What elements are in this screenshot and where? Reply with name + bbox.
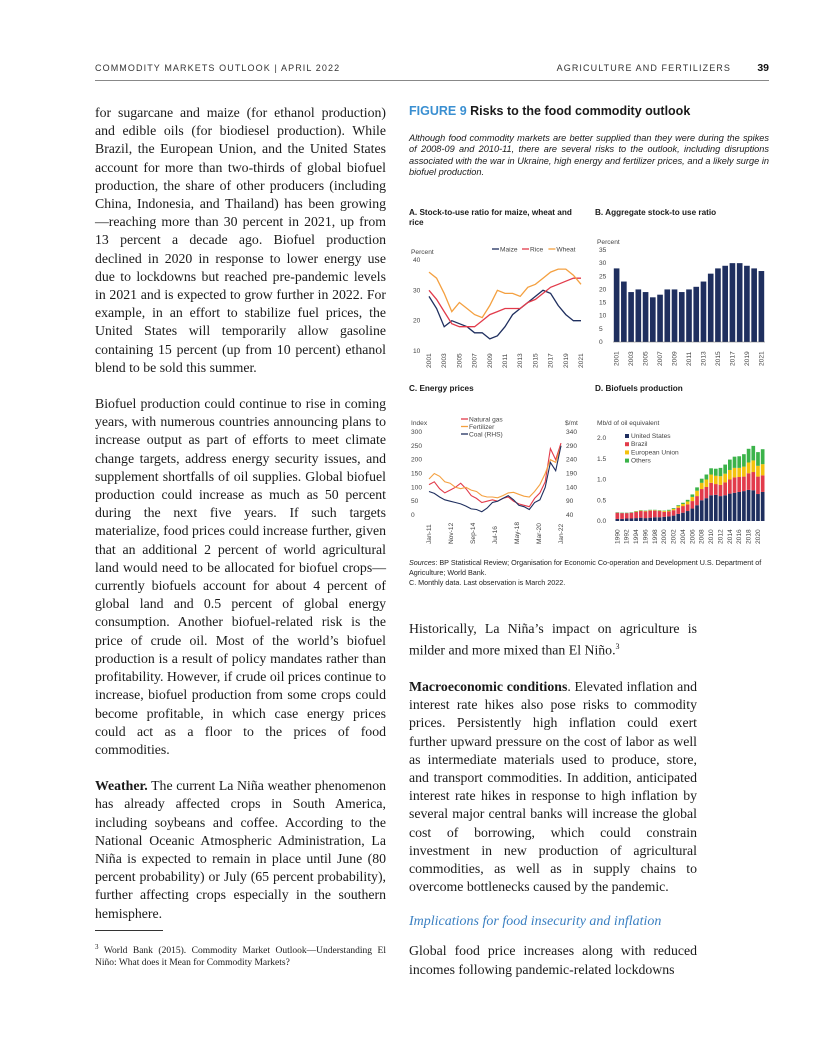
y-tick-label: 2.0 [597, 435, 607, 442]
bar-segment [676, 514, 680, 521]
paragraph-food-insecurity: Global food price increases along with reduced incomes following pandemic-related lockdowns [409, 943, 697, 977]
x-tick-label: 2003 [628, 351, 636, 366]
bar-segment [634, 512, 638, 518]
bar-segment [733, 493, 737, 521]
bar-segment [672, 516, 676, 521]
bar-segment [751, 490, 755, 521]
panel-d [595, 384, 770, 549]
bar-segment [719, 485, 723, 496]
bar-segment [672, 508, 676, 509]
legend-label: Brazil [631, 441, 648, 449]
bar [701, 282, 707, 342]
y-axis-label: Index [411, 420, 428, 427]
bar-segment [714, 484, 718, 495]
x-tick-label: 1990 [614, 529, 622, 544]
bar-segment [723, 465, 727, 474]
bar-segment [630, 513, 634, 519]
bar-segment [733, 477, 737, 492]
bar-segment [756, 452, 760, 466]
bar-segment [714, 469, 718, 476]
figure-title-text: Risks to the food commodity outlook [466, 104, 691, 118]
x-tick-label: 2015 [532, 353, 540, 368]
x-tick-label: 1998 [651, 529, 659, 544]
y-tick-label: 1.0 [597, 476, 607, 484]
bar [643, 292, 649, 342]
bar-segment [705, 475, 709, 480]
panel-d-chart [595, 394, 770, 549]
bar-segment [714, 495, 718, 521]
bar-segment [648, 511, 652, 518]
bar-segment [653, 511, 657, 518]
x-tick-label: 2009 [486, 353, 494, 368]
y-tick-label: 1.5 [597, 455, 607, 463]
series-line-wheat [429, 269, 581, 318]
y-tick-label: 200 [411, 456, 423, 464]
y-tick-label: 50 [411, 498, 419, 506]
y-tick-label: 20 [413, 317, 421, 325]
y-tick-label-right: 90 [566, 498, 574, 506]
paragraph-weather [95, 777, 386, 923]
x-tick-label: Jul-16 [492, 526, 499, 544]
y-tick-label-right: 290 [566, 442, 578, 450]
bar-segment [644, 511, 648, 518]
bar-segment [709, 468, 713, 474]
bar-segment [728, 460, 732, 470]
running-header [95, 63, 769, 77]
bar-segment [700, 500, 704, 521]
bar-segment [681, 506, 685, 513]
bar-segment [709, 495, 713, 521]
bar [686, 289, 692, 342]
bar-segment [620, 513, 624, 519]
x-tick-label: May-18 [514, 522, 521, 544]
bar-segment [742, 454, 746, 466]
x-tick-label: 2021 [758, 351, 766, 366]
header-rule [95, 80, 769, 81]
bar-segment [681, 513, 685, 521]
x-tick-label: 2004 [679, 529, 687, 544]
right-column [409, 620, 697, 979]
y-tick-label: 30 [413, 287, 421, 295]
bar-segment [662, 511, 666, 512]
bar-segment [648, 518, 652, 521]
y-axis-label-right: $/mt [565, 420, 578, 427]
legend-label: Maize [500, 246, 518, 254]
x-tick-label: 2014 [726, 529, 734, 544]
y-tick-label: 150 [411, 470, 423, 478]
header-publication: COMMODITY MARKETS OUTLOOK | APRIL 2022 [95, 63, 341, 73]
bar-segment [681, 504, 685, 506]
sources-text: : BP Statistical Review; Organisation for Economic Co-operation and Development U.S. Department of Agriculture; World Bank. [409, 558, 762, 577]
y-tick-label: 0 [411, 512, 415, 519]
bar-segment [728, 494, 732, 521]
x-tick-label: 2011 [686, 351, 693, 366]
bar-segment [723, 482, 727, 495]
x-tick-label: 2006 [689, 529, 697, 544]
bar-segment [733, 457, 737, 468]
bar-segment [756, 494, 760, 521]
bar-segment [667, 516, 671, 521]
series-line-maize [429, 290, 581, 339]
bar-segment [681, 503, 685, 504]
bar [708, 274, 714, 342]
bar [693, 287, 699, 342]
panel-b-chart [595, 218, 770, 370]
y-axis-label: Percent [597, 239, 620, 246]
y-tick-label-right: 340 [566, 429, 578, 436]
bar-segment [676, 505, 680, 506]
y-tick-label: 35 [599, 247, 607, 254]
panel-c-chart [409, 394, 589, 549]
bar-segment [747, 449, 751, 463]
x-tick-label: Sep-14 [470, 522, 477, 544]
bar-segment [709, 483, 713, 495]
bar [730, 263, 736, 342]
panel-b-title: B. Aggregate stock-to use ratio [595, 208, 717, 217]
header-chapter: AGRICULTURE AND FERTILIZERS [556, 63, 731, 73]
bar-segment [658, 511, 662, 517]
y-tick-label: 40 [413, 257, 421, 264]
bar [737, 263, 743, 342]
bar [614, 268, 620, 342]
y-tick-label-right: 140 [566, 484, 578, 492]
bar-segment [747, 490, 751, 521]
bar-segment [737, 456, 741, 468]
footnote-number: 3 [95, 943, 99, 951]
series-line-rice [429, 278, 581, 327]
bar-segment [672, 510, 676, 515]
bar-segment [691, 494, 695, 496]
bar [722, 266, 728, 342]
bar [621, 282, 627, 342]
bar-segment [695, 496, 699, 505]
figure-9 [409, 104, 769, 179]
x-tick-label: 2009 [671, 351, 679, 366]
bar-segment [705, 487, 709, 498]
bar [664, 289, 670, 342]
bar-segment [728, 470, 732, 480]
x-tick-label: 2020 [754, 529, 762, 544]
weather-lead: Weather. [95, 778, 148, 794]
x-tick-label: 2005 [642, 351, 650, 366]
bar [679, 292, 685, 342]
figure-label: FIGURE 9 [409, 104, 467, 118]
legend-label: Wheat [556, 246, 576, 254]
y-tick-label: 25 [599, 273, 607, 281]
x-tick-label: 2013 [517, 353, 525, 368]
x-tick-label: 2007 [657, 351, 665, 366]
x-tick-label: 2005 [456, 353, 464, 368]
bar-segment [719, 476, 723, 485]
bar-segment [691, 509, 695, 521]
x-tick-label: 2001 [426, 353, 433, 368]
bar-segment [686, 500, 690, 502]
bar [744, 266, 750, 342]
x-tick-label: 2011 [502, 353, 509, 368]
figure-subtitle: Although food commodity markets are better supplied than they were during the spikes of 2008-09 and 2010-11, there are several risks to the outlook, including disruptions associated with the war in Ukraine, high energy and fertilizer prices, and a likely surge in biofuel production. [409, 133, 769, 178]
bar-segment [756, 477, 760, 494]
bar-segment [742, 477, 746, 492]
bar-segment [709, 475, 713, 483]
bar [636, 289, 642, 342]
x-tick-label: 2007 [471, 353, 479, 368]
x-tick-label: 2013 [700, 351, 708, 366]
x-tick-label: 1992 [623, 529, 631, 544]
bar-segment [737, 468, 741, 477]
la-nina-text: Historically, La Niña’s impact on agriculture is milder and more mixed than El Niño. [409, 621, 697, 658]
figure-note: C. Monthly data. Last observation is March 2022. [409, 578, 566, 587]
bar-segment [723, 495, 727, 521]
legend-swatch [625, 434, 629, 438]
panel-a-title: A. Stock-to-use ratio for maize, wheat and rice [409, 208, 572, 227]
x-tick-label: Jan-11 [426, 524, 433, 544]
figure-title [409, 104, 769, 118]
bar-segment [733, 468, 737, 478]
bar-segment [634, 518, 638, 521]
figure-sources [409, 558, 769, 588]
legend-label: Fertilizer [469, 424, 495, 431]
bar-segment [747, 462, 751, 473]
panel-c [409, 384, 589, 549]
x-tick-label: 2010 [708, 529, 716, 544]
bar-segment [616, 519, 620, 521]
x-tick-label: 2008 [698, 529, 706, 544]
x-tick-label: 2003 [441, 353, 449, 368]
bar-segment [761, 475, 765, 492]
bar-segment [639, 518, 643, 521]
bar-segment [691, 497, 695, 501]
bar-segment [747, 473, 751, 490]
legend-label: Rice [530, 246, 544, 254]
bar-segment [751, 472, 755, 490]
bar-segment [737, 492, 741, 521]
section-heading: Implications for food insecurity and inflation [409, 914, 662, 930]
y-tick-label: 15 [599, 299, 607, 307]
bar-segment [639, 511, 643, 518]
bar-segment [691, 501, 695, 508]
legend-label: United States [631, 433, 671, 440]
y-tick-label-right: 240 [566, 456, 578, 464]
bar-segment [667, 511, 671, 516]
y-tick-label: 10 [413, 348, 421, 355]
bar-segment [625, 513, 629, 518]
bar-segment [620, 519, 624, 521]
x-tick-label: 2002 [670, 529, 678, 544]
legend-label: Coal (RHS) [469, 431, 503, 439]
bar-segment [761, 492, 765, 521]
paragraph-biofuel-risk: Biofuel production could continue to rise in coming years, with numerous countries announcing plans to increase output as part of efforts to meet climate change targets, address energy security issues, and supplement shortfalls of oil supplies. Global biofuel production could increase as much as 50 percent during the next five years. If such targets materialize, food prices could increase further, given that an additional 2 percent of world agricultural land would need to be allocated for biofuel crops—currently biofuels account for about 4 percent of global land and 0.5 percent of global energy consumption. Another biofuel-related risk is the price of crude oil. Most of the world’s biofuel production is a result of policy mandates rather than profitability. However, if crude oil prices continue to increase, biofuel production from some crops could become profitable, in which case energy prices could act as a floor to the prices of food commodities. [95, 396, 386, 757]
y-axis-label: Mb/d of oil equivalent [597, 420, 660, 427]
bar-segment [616, 513, 620, 519]
bar [628, 292, 634, 342]
bar-segment [700, 489, 704, 500]
panel-a [409, 208, 589, 370]
bar-segment [761, 464, 765, 475]
legend-label: Others [631, 457, 651, 465]
x-tick-label: 2001 [613, 351, 621, 366]
y-tick-label-right: 40 [566, 512, 574, 519]
legend-label: Natural gas [469, 416, 503, 424]
macro-lead: Macroeconomic conditions [409, 679, 568, 694]
x-tick-label: Mar-20 [536, 523, 543, 544]
y-tick-label: 300 [411, 429, 423, 436]
bar-segment [667, 510, 671, 511]
bar-segment [719, 496, 723, 521]
bar-segment [761, 449, 765, 464]
bar-segment [672, 509, 676, 510]
legend-label: European Union [631, 449, 679, 457]
legend-swatch [625, 459, 629, 463]
y-tick-label: 20 [599, 286, 607, 294]
x-tick-label: 2015 [714, 351, 722, 366]
bar-segment [667, 511, 671, 512]
y-tick-label: 5 [599, 325, 603, 333]
x-tick-label: 1996 [642, 529, 650, 544]
y-tick-label: 100 [411, 484, 423, 492]
footnote [95, 941, 386, 970]
series-line-coal-rhs- [429, 446, 561, 512]
legend-swatch [625, 450, 629, 454]
bar-segment [728, 480, 732, 494]
bar-segment [695, 505, 699, 521]
x-tick-label: 2000 [661, 529, 669, 544]
bar-segment [705, 498, 709, 521]
footnote-rule [95, 930, 163, 931]
bar-segment [662, 517, 666, 521]
bar-segment [676, 508, 680, 514]
bar-segment [700, 479, 704, 483]
bar-segment [742, 491, 746, 521]
bar-segment [695, 487, 699, 490]
bar-segment [686, 511, 690, 521]
footnote-text: World Bank (2015). Commodity Market Outlook—Understanding El Niño: What does it Mean for Commodity Markets? [95, 946, 386, 969]
weather-text: The current La Niña weather phenomenon has already affected crops in South America, including soybeans and coffee. According to the National Oceanic Atmospheric Administration, La Niña is expected to remain in place until June (80 percent probability) or July (65 percent probability), further affecting crops especially in the southern hemisphere. [95, 778, 386, 921]
sources-label: Sources [409, 558, 436, 567]
panel-d-title: D. Biofuels production [595, 384, 683, 393]
bar-segment [719, 468, 723, 476]
bar-segment [686, 501, 690, 504]
x-tick-label: Jan-22 [558, 523, 565, 544]
x-tick-label: 2012 [717, 529, 725, 544]
paragraph-macro [409, 678, 697, 896]
left-column [95, 104, 386, 941]
paragraph-la-nina [409, 620, 697, 660]
x-tick-label: 2021 [578, 353, 585, 368]
bar-segment [658, 517, 662, 521]
y-tick-label: 30 [599, 260, 607, 268]
bar-segment [705, 480, 709, 487]
la-nina-footnote-ref: 3 [615, 642, 620, 652]
y-tick-label: 0.0 [597, 518, 607, 525]
page-number: 39 [757, 62, 769, 74]
x-tick-label: 2017 [729, 351, 737, 366]
y-tick-label: 10 [599, 312, 607, 320]
y-tick-label: 0 [599, 339, 603, 346]
macro-text: . Elevated inflation and interest rate hikes also pose risks to commodity prices. Persistently high inflation could exert further upward pressure on the cost of labor as well as intermediate materials used to produce, store, and transport commodities. In addition, anticipated interest rate hikes in response to high inflation by several major central banks will increase the global cost of borrowing, which could constrain investment in new production of agricultural commodities, as well as in supply chains to overcome bottlenecks caused by the pandemic. [409, 679, 697, 895]
bar-segment [737, 477, 741, 492]
y-tick-label: 250 [411, 442, 423, 450]
x-tick-label: 2019 [743, 351, 751, 366]
panel-c-title: C. Energy prices [409, 384, 474, 393]
panel-b [595, 208, 770, 370]
bar-segment [676, 506, 680, 508]
bar [759, 271, 765, 342]
x-tick-label: 2019 [562, 353, 570, 368]
bar [657, 295, 663, 342]
bar-segment [644, 518, 648, 521]
legend-swatch [625, 442, 629, 446]
y-tick-label: 0.5 [597, 497, 607, 505]
x-tick-label: 2017 [547, 353, 555, 368]
bar-segment [756, 466, 760, 477]
x-tick-label: 2018 [745, 529, 753, 544]
x-tick-label: 2016 [736, 529, 744, 544]
bar-segment [686, 504, 690, 511]
x-tick-label: 1994 [633, 529, 641, 544]
paragraph-biofuel-producers: for sugarcane and maize (for ethanol production) and edible oils (for biodiesel production). While Brazil, the European Union, and the United States account for more than two-thirds of global biofuel production, the share of other producers (including China, Indonesia, and Thailand) has been growing—reaching more than 30 percent in 2021, up from 13 percent a decade ago. Biofuel production declined in 2020 in response to lower energy use due to lockdowns but reached pre-pandemic levels in 2021 and is expected to grow further in 2022. For example, in an effort to stabilize fuel prices, the United States will temporarily allow gasoline containing 15 percent (up from 10 percent) ethanol blend to be sold this summer. [95, 105, 386, 375]
bar-segment [662, 512, 666, 517]
bar-segment [695, 491, 699, 496]
bar [672, 289, 678, 342]
bar-segment [630, 519, 634, 521]
panel-a-chart [409, 228, 589, 370]
bar [751, 268, 757, 342]
x-tick-label: Nov-12 [448, 522, 455, 544]
y-tick-label-right: 190 [566, 470, 578, 478]
bar-segment [625, 519, 629, 521]
bar-segment [700, 483, 704, 489]
y-axis-label: Percent [411, 249, 434, 256]
bar-segment [653, 517, 657, 521]
bar-segment [751, 460, 755, 472]
bar-segment [714, 476, 718, 484]
bar [715, 268, 721, 342]
bar-segment [723, 474, 727, 483]
bar-segment [751, 446, 755, 461]
bar-segment [742, 467, 746, 477]
bar [650, 297, 656, 342]
